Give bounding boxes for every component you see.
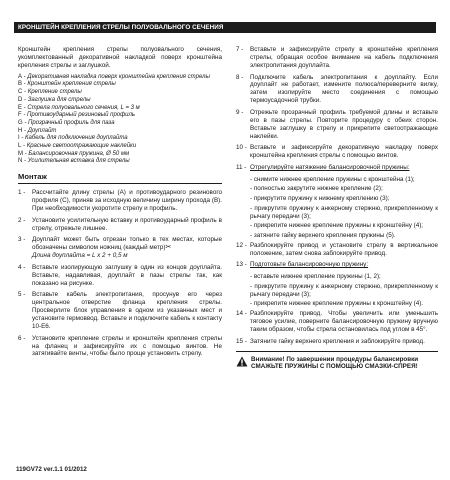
sub-step: - прикрепите нижнее крепление пружины к кронштейну (4);: [250, 222, 424, 230]
step-text: [32, 217, 222, 233]
step-body: Установите усилительную вставку и противоударный профиль в стрелу, отрежьте лишнее.: [32, 216, 222, 232]
part-item: D - Заглушка для стрелы: [18, 96, 91, 103]
step-number: 3 -: [18, 236, 26, 244]
step-body: Подготовьте балансировочную пружину:: [250, 261, 369, 269]
step-number: 5 -: [18, 291, 26, 299]
sub-step: - прикрутите пружину к нижнему креплению (3);: [250, 195, 390, 203]
parts-list: [18, 74, 222, 166]
step-item: [236, 242, 438, 258]
step-item: [18, 264, 222, 288]
step-body: Вставьте и зафиксируйте декоративную накладку поверх кронштейна крепления стрелы с помощью винтов.: [250, 144, 438, 160]
step-item: [236, 261, 438, 269]
sub-steps-11: [236, 176, 438, 240]
step-item: [18, 236, 222, 260]
intro-paragraph: Кронштейн крепления стрелы полуовального сечения, укомплектованный декоративной накладкой поверх кронштейна крепления стрелы и заглушкой.: [18, 46, 222, 69]
part-item: L - Красные светоотражающие наклейки: [18, 143, 137, 150]
part-key: B: [18, 81, 23, 88]
scissors-icon: ✂: [165, 244, 172, 252]
step-body: Разблокируйте привод и установите стрелу в вертикальное положение, затем снова заблокируйте привод.: [250, 241, 438, 257]
sub-step: - прикрепите нижнее крепление пружины к кронштейну (4).: [250, 300, 424, 308]
step-body: Отрежьте прозрачный профиль требуемой длины и вставьте его в пазы стрелы. Повторите процедуру с обеих сторон. Вставьте заглушку в стрелу и прикрепите светоотражающие наклейки.: [250, 108, 438, 140]
step-item: [18, 291, 222, 331]
steps-right: [236, 46, 438, 172]
sub-steps-13: [236, 273, 438, 308]
part-text: Стрела полуовального сечения, L = 3 м: [27, 104, 140, 111]
step-number: 15 -: [236, 337, 247, 345]
steps-right-3: [236, 310, 438, 345]
step-body: Вставьте и зафиксируйте стрелу в кронштейне крепления стрелы, обращая особое внимание на кабель подключения электропитания доуплайта.: [250, 46, 438, 69]
formula-text: Длина доуплайта = L x 2 + 0,5 м: [32, 252, 128, 260]
part-item: F - Противоударный резиновый профиль: [18, 112, 136, 119]
step-number: 4 -: [18, 263, 26, 271]
part-key: A: [18, 73, 23, 80]
step-item: [18, 189, 222, 213]
sub-step: - затяните гайку верхнего крепления пружины (5).: [250, 232, 396, 240]
step-text: [250, 144, 438, 160]
steps-right-2: [236, 242, 438, 270]
part-text: Усилительная вставка для стрелы: [27, 158, 130, 165]
warning-text: Внимание! По завершении процедуры балансировки СМАЖЬТЕ ПРУЖИНЫ С ПОМОЩЬЮ СМАЗКИ-СПРЕЯ!: [251, 355, 419, 371]
left-column: [18, 46, 222, 362]
part-text: Кабель для подключения доуплайта: [25, 135, 128, 142]
part-text: Балансировочная пружина, Ø 50 мм: [28, 150, 130, 157]
right-column: [236, 46, 438, 371]
part-text: Красные светоотражающие наклейки: [26, 143, 137, 150]
step-number: 12 -: [236, 241, 247, 249]
sub-step: - снимите нижнее крепление пружины с кронштейна (1);: [250, 175, 415, 183]
part-key: H: [18, 127, 23, 134]
part-text: Прозрачный профиль для паза: [28, 119, 115, 126]
part-item: M - Балансировочная пружина, Ø 50 мм: [18, 150, 130, 157]
part-item: H - Доуплайт: [18, 127, 57, 134]
part-key: D: [18, 96, 23, 103]
step-number: 10 -: [236, 144, 247, 152]
step-text: [32, 264, 222, 288]
part-text: Крепление стрелы: [27, 89, 82, 96]
part-key: G: [18, 119, 23, 126]
part-text: Доуплайт: [27, 127, 57, 134]
part-item: I - Кабель для подключения доуплайта: [18, 135, 128, 142]
step-item: [236, 46, 438, 70]
step-number: 14 -: [236, 310, 247, 318]
part-key: I: [18, 135, 20, 142]
part-key: N: [18, 158, 23, 165]
step-item: [236, 164, 438, 172]
step-body: Рассчитайте длину стрелы (A) и противоударного резинового профиля (C), приняв за исходную величину ширину прохода (B). При необходимости укоротите стрелу и профиль.: [32, 189, 222, 212]
step-body: Подключите кабель электропитания к доуплайту. Если доуплайт не работает, измените полюса/переверните вилку, затем изолируйте место соединения с помощью термоусадочной трубки.: [250, 73, 438, 105]
step-number: 7 -: [236, 46, 244, 53]
step-text: [250, 310, 438, 334]
step-number: 2 -: [18, 216, 26, 224]
part-key: C: [18, 89, 23, 96]
step-text: [32, 335, 222, 359]
step-text: [250, 261, 438, 269]
part-key: L: [18, 143, 22, 150]
sub-step: - прикрутите пружину к анкерному стержню, прикрепленному к рычагу передачи (3);: [250, 282, 438, 298]
page-title: КРОНШТЕЙН КРЕПЛЕНИЯ СТРЕЛЫ ПОЛУОВАЛЬНОГО СЕЧЕНИЯ: [14, 22, 436, 33]
step-body: Установите крепление стрелы и кронштейн крепления стрелы на фланец и зафиксируйте их с помощью винтов. Не затягивайте винты, чтобы было проще установить стрелу.: [32, 334, 222, 358]
step-number: 1 -: [18, 189, 26, 197]
step-body: Разблокируйте привод. Чтобы увеличить или уменьшить тяговое усилие, поверните балансировочную пружину вручную таким образом, чтобы стрела остановилась под углом в 45°.: [250, 310, 438, 333]
step-body: Вставьте кабель электропитания, просунув его через центральное отверстие фланца крепления стрелы. Просверлите блок управления в одном из указанных мест и установите гермоввод. Вставьте и подключите кабель к контакту 10-Е6.: [32, 291, 222, 330]
step-text: [250, 109, 438, 141]
step-item: [236, 338, 438, 346]
part-key: M: [18, 150, 23, 157]
warning-icon: [236, 356, 248, 367]
part-key: E: [18, 104, 23, 111]
sub-step: - вставьте нижнее крепление пружины (1, 2);: [250, 273, 381, 281]
part-text: Противоударный резиновый профиль: [27, 112, 136, 119]
step-item: [236, 109, 438, 141]
step-body: Вставьте изолирующую заглушку в один из концов доуплайта. Вставьте, надавливая, доуплайт в пазы стрелы так, как показано на рисунке.: [32, 263, 222, 287]
step-item: [236, 74, 438, 106]
step-text: [32, 236, 222, 260]
part-item: B - Кронштейн крепления стрелы: [18, 81, 116, 88]
sub-step: - прикрутите пружину к анкерному стержню, прикрепленному к рычагу передачи (3);: [250, 204, 438, 220]
step-item: [18, 335, 222, 359]
step-text: [250, 164, 438, 172]
part-item: C - Крепление стрелы: [18, 89, 82, 96]
step-text: [250, 242, 438, 258]
sub-step: - полностью закрутите нижнее крепление (2);: [250, 185, 383, 193]
step-text: [250, 338, 438, 346]
step-text: [250, 46, 438, 70]
step-text: [250, 74, 438, 106]
part-text: Декоративная накладка поверх кронштейна крепления стрелы: [27, 73, 210, 80]
step-item: [236, 310, 438, 334]
warning-box: [236, 351, 438, 371]
part-item: E - Стрела полуовального сечения, L = 3 м: [18, 104, 140, 111]
part-text: Заглушка для стрелы: [27, 96, 91, 103]
part-key: F: [18, 112, 22, 119]
step-item: [236, 144, 438, 160]
steps-left: [18, 189, 222, 358]
part-item: A - Декоративная накладка поверх кронштейна крепления стрелы: [18, 73, 210, 80]
step-number: 8 -: [236, 73, 244, 81]
footer-version: 119GV72 ver.1.1 01/2012: [16, 466, 87, 473]
step-number: 6 -: [18, 334, 26, 342]
part-item: G - Прозрачный профиль для паза: [18, 119, 115, 126]
part-text: Кронштейн крепления стрелы: [27, 81, 116, 88]
step-text: [32, 291, 222, 331]
step-body: Затяните гайку верхнего крепления и заблокируйте привод.: [250, 337, 425, 345]
part-item: N - Усилительная вставка для стрелы: [18, 158, 130, 165]
step-number: 11 -: [236, 163, 247, 171]
step-number: 13 -: [236, 261, 247, 269]
mount-heading: Монтаж: [18, 172, 222, 184]
step-body: Доуплайт может быть отрезан только в тех местах, которые обозначены символом ножниц (каждый метр): [32, 236, 222, 252]
step-body: Отрегулируйте натяжение балансировочной пружины:: [250, 163, 410, 171]
step-number: 9 -: [236, 108, 244, 116]
step-text: [32, 189, 222, 213]
step-item: [18, 217, 222, 233]
